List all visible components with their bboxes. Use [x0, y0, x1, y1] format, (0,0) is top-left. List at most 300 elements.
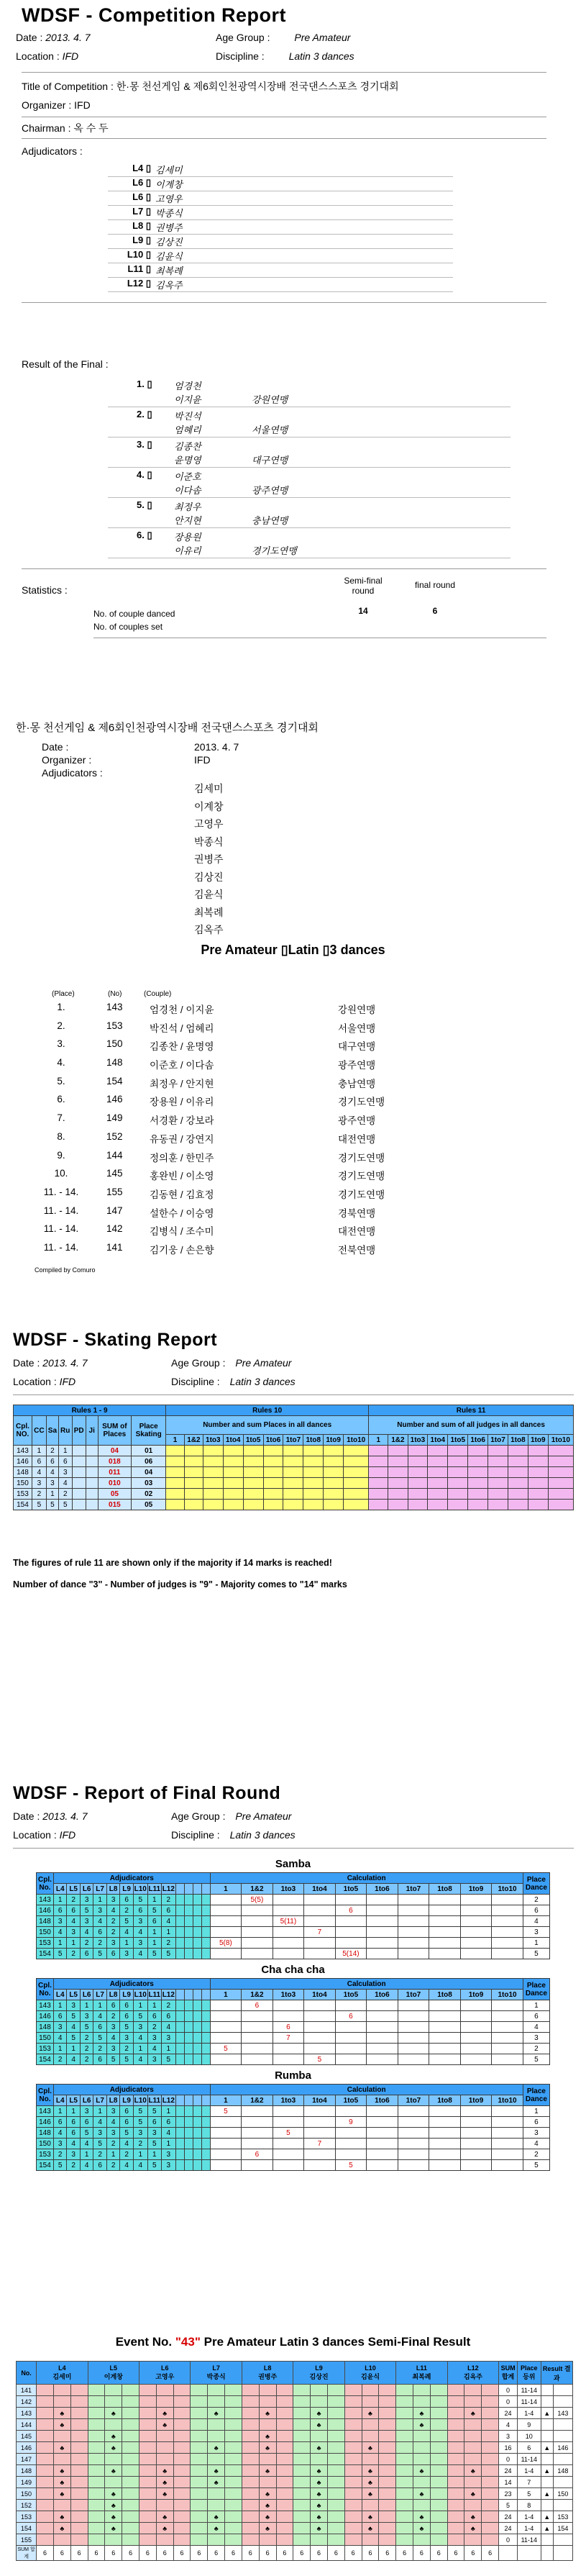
calc-cell [429, 2160, 461, 2171]
calc-cell [304, 2022, 336, 2033]
r11-calc-col: 1to10 [548, 1435, 573, 1446]
sum-cell: 0 [499, 2385, 518, 2396]
rules11-header: Rules 11 [369, 1405, 574, 1416]
judge-mark: 4 [106, 1905, 119, 1916]
judge-mark [122, 2500, 139, 2511]
r10-cell [263, 1446, 283, 1456]
row-no: 143 [106, 1002, 123, 1012]
cpl-no: 154 [37, 1949, 54, 1959]
judge-mark [122, 2396, 139, 2408]
judge-mark: ♣ [464, 2488, 482, 2500]
judge-mark [327, 2477, 344, 2488]
calc-cell: 7 [273, 2033, 304, 2044]
total-label: SUM 합계 [17, 2546, 37, 2561]
result-place: 5. ▯ [137, 499, 152, 510]
calc-cell [460, 2011, 492, 2022]
judge-mark: 3 [106, 2128, 119, 2139]
r11-cell [528, 1456, 548, 1467]
cpl-no: 153 [14, 1489, 32, 1500]
judge-mark [88, 2477, 105, 2488]
total-cell: 6 [156, 2546, 173, 2561]
semifinal-row [17, 2488, 573, 2500]
r11-cell [528, 1489, 548, 1500]
judge-mark [225, 2534, 242, 2546]
judge-mark: 1 [133, 2149, 147, 2160]
place-cell: 8 [518, 2500, 541, 2511]
judge-mark [139, 2511, 157, 2523]
blank-cell [201, 1927, 210, 1938]
result-club: 경기도연맹 [252, 545, 297, 556]
r11-calc-col: 1 [369, 1435, 388, 1446]
judge-mark: 5 [120, 2022, 133, 2033]
row-place: 5. [57, 1075, 65, 1087]
judge-mark: 1 [53, 2044, 66, 2054]
r10-calc-col: 1to9 [324, 1435, 344, 1446]
r10-cell [283, 1446, 303, 1456]
judge-mark: 6 [93, 2160, 106, 2171]
organizer-label: Organizer : [22, 99, 72, 111]
judge-mark [53, 2500, 70, 2511]
results-adjudicator: 고영우 [194, 818, 224, 830]
r10-cell [166, 1489, 185, 1500]
calc-cell: 5(11) [273, 1916, 304, 1927]
judge-mark [156, 2431, 173, 2442]
sum-cell: 24 [499, 2465, 518, 2477]
judge-mark [242, 2385, 259, 2396]
calc-cell [210, 2128, 242, 2139]
dance-subheader-row [37, 1884, 550, 1895]
judge-mark: 2 [67, 1895, 80, 1905]
advance-cell: ▲ [541, 2442, 553, 2454]
judge-mark [362, 2431, 379, 2442]
judge-mark [259, 2396, 276, 2408]
judge-mark [379, 2523, 396, 2534]
calc-cell [210, 1895, 242, 1905]
judge-mark: ♣ [259, 2431, 276, 2442]
calc-cell [492, 2000, 523, 2011]
couple-row [37, 2139, 550, 2149]
r10-cell [203, 1478, 223, 1489]
calc-cell [492, 2022, 523, 2033]
r10-cell [344, 1456, 369, 1467]
blank-col [175, 2095, 184, 2106]
advance-cell: ▲ [541, 2465, 553, 2477]
calc-cell [460, 2044, 492, 2054]
calc-cell [273, 2054, 304, 2065]
results-adjudicator: 김세미 [194, 783, 224, 794]
calc-col: 1to4 [304, 1990, 336, 2000]
discipline-line [216, 50, 354, 62]
sum-cell: 4 [499, 2419, 518, 2431]
total-cell: 6 [379, 2546, 396, 2561]
calc-col: 1to9 [460, 1990, 492, 2000]
skating-location-line [13, 1376, 75, 1387]
judge-mark [225, 2396, 242, 2408]
adjudicator-name: 권병주 [155, 222, 183, 233]
adjudicator-code: L8 ▯ [132, 220, 151, 231]
cpl-no: 150 [37, 2139, 54, 2149]
judge-mark [413, 2500, 431, 2511]
blank-col [184, 2095, 193, 2106]
judge-mark [276, 2534, 293, 2546]
judge-mark: 3 [80, 2106, 93, 2117]
judge-mark: ♣ [53, 2419, 70, 2431]
couple-row [37, 2128, 550, 2139]
results-row [0, 1168, 586, 1187]
calc-cell [429, 2054, 461, 2065]
blank-cell [184, 2106, 193, 2117]
adjudicator-code: L4 ▯ [132, 163, 151, 173]
judge-mark [259, 2477, 276, 2488]
place-dance-header: Place Dance [523, 1873, 549, 1895]
calc-cell [273, 1938, 304, 1949]
result-place: 6. ▯ [137, 530, 152, 540]
judge-mark [293, 2454, 311, 2465]
judge-mark [430, 2488, 447, 2500]
calc-col: 1 [210, 2095, 242, 2106]
judge-mark: ♣ [156, 2511, 173, 2523]
judge-mark: ♣ [105, 2488, 122, 2500]
judge-col: L11 [148, 1885, 161, 1893]
calc-cell: 6 [335, 1905, 367, 1916]
blank-cell [175, 1905, 184, 1916]
cpl-no-header: Cpl. No. [37, 1979, 54, 2000]
calc-col: 1to7 [398, 1884, 429, 1895]
judge-mark [208, 2396, 225, 2408]
judge-mark: 2 [93, 1938, 106, 1949]
place-dance-header: Place Dance [523, 2085, 549, 2106]
calc-cell [242, 1916, 273, 1927]
judge-mark: 5 [147, 1949, 161, 1959]
semifinal-row [17, 2408, 573, 2419]
calc-cell [304, 2011, 336, 2022]
couple-row [37, 2160, 550, 2171]
judge-name: 김세미 [52, 2373, 72, 2380]
r11-cell [448, 1478, 468, 1489]
adjudicator-row [108, 278, 453, 292]
judge-mark [191, 2385, 208, 2396]
result-partner: 이지윤 [174, 394, 201, 405]
result-label: Result of the Final : [22, 358, 109, 370]
judge-mark [139, 2465, 157, 2477]
judge-mark [53, 2534, 70, 2546]
result-row [108, 437, 511, 468]
judge-mark [430, 2454, 447, 2465]
calc-cell [460, 2000, 492, 2011]
judge-mark [276, 2408, 293, 2419]
place-cell: 11-14 [518, 2454, 541, 2465]
judge-name: 고영우 [155, 2373, 175, 2380]
judge-mark [156, 2385, 173, 2396]
calc-cell [429, 1949, 461, 1959]
judge-mark [122, 2385, 139, 2396]
row-place: 11. - 14. [43, 1205, 79, 1216]
judge-col: L11 [148, 1990, 161, 1999]
judge-mark [482, 2431, 499, 2442]
judge-header [242, 2362, 293, 2385]
calc-cell: 5(5) [242, 1895, 273, 1905]
adjudicators-header: Adjudicators [53, 1979, 210, 1990]
r10-cell [223, 1489, 243, 1500]
calc-cell [242, 2044, 273, 2054]
cpl-no: 148 [14, 1467, 32, 1478]
adjudicator-name: 최복례 [155, 266, 183, 276]
calc-cell [210, 2022, 242, 2033]
judge-mark [482, 2465, 499, 2477]
judge-mark: ♣ [53, 2465, 70, 2477]
result-place: 3. ▯ [137, 439, 152, 450]
calc-cell [210, 2011, 242, 2022]
judge-mark [413, 2431, 431, 2442]
calc-cell [335, 1895, 367, 1905]
judge-mark [482, 2408, 499, 2419]
judge-mark [327, 2408, 344, 2419]
judge-mark: 6 [80, 1949, 93, 1959]
result-leader: 박진석 [174, 411, 201, 422]
judge-mark [344, 2500, 362, 2511]
calc-cell [460, 2139, 492, 2149]
judge-mark [482, 2385, 499, 2396]
calc-cell: 5 [210, 2044, 242, 2054]
judge-mark: 2 [93, 2044, 106, 2054]
judge-mark [37, 2408, 54, 2419]
judge-mark: 5 [120, 2054, 133, 2065]
calc-cell [492, 2149, 523, 2160]
statistics [0, 568, 586, 662]
judge-mark: 5 [67, 2033, 80, 2044]
calc-col: 1 [210, 1884, 242, 1895]
blank-cell [175, 1938, 184, 1949]
judge-mark [70, 2419, 88, 2431]
calc-cell [210, 2160, 242, 2171]
judge-mark [156, 2534, 173, 2546]
blank-cell [201, 2000, 210, 2011]
judge-mark: ♣ [311, 2488, 328, 2500]
judge-mark [447, 2465, 464, 2477]
dance-header-row [37, 1979, 550, 1990]
judge-mark [242, 2511, 259, 2523]
result-leader: 김종찬 [174, 441, 201, 452]
blank-cell [193, 1938, 201, 1949]
judge-mark: ♣ [311, 2408, 328, 2419]
judge-mark [173, 2431, 191, 2442]
judge-mark: 3 [67, 1927, 80, 1938]
skating-row [14, 1467, 574, 1478]
blank-col [201, 1990, 210, 2000]
r11-cell [428, 1489, 448, 1500]
judge-mark [447, 2408, 464, 2419]
judge-mark [70, 2408, 88, 2419]
calc-cell [210, 1949, 242, 1959]
couple-no: 150 [17, 2488, 37, 2500]
place-dance: 6 [523, 1905, 549, 1916]
competition-value: 한·몽 천선게임 & 제6회인천광역시장배 전국댄스스포츠 경기대회 [116, 81, 399, 92]
judge-mark [37, 2477, 54, 2488]
judge-col: L8 [106, 1884, 119, 1895]
chairman-label: Chairman : [22, 122, 71, 134]
judge-mark: 4 [161, 1916, 175, 1927]
place-dance: 5 [523, 1949, 549, 1959]
discipline-label: Discipline : [216, 50, 265, 62]
total-cell: 6 [464, 2546, 482, 2561]
discipline-label: Discipline : [171, 1376, 220, 1387]
calc-cell [429, 1905, 461, 1916]
judge-mark [259, 2385, 276, 2396]
calc-cell [367, 2033, 398, 2044]
results-row [0, 1223, 586, 1242]
location-value: IFD [59, 1376, 76, 1387]
calc-cell [210, 1905, 242, 1916]
judge-mark [396, 2419, 413, 2431]
r11-cell [528, 1500, 548, 1510]
semifinal-row [17, 2534, 573, 2546]
advance-cell: ▲ [541, 2488, 553, 2500]
row-no: 149 [106, 1112, 123, 1124]
judge-mark [396, 2454, 413, 2465]
judge-mark: 5 [67, 2011, 80, 2022]
calc-col: 1to6 [367, 1884, 398, 1895]
dance-place: 3 [32, 1478, 46, 1489]
blank-cell [184, 2011, 193, 2022]
blank-cell [193, 2044, 201, 2054]
calc-cell [398, 2000, 429, 2011]
adjudicators-label: Adjudicators : [22, 145, 83, 157]
total-cell: 6 [311, 2546, 328, 2561]
r11-cell [468, 1489, 488, 1500]
calc-cell [398, 1927, 429, 1938]
calc-cell [304, 2149, 336, 2160]
judge-mark: 1 [93, 2106, 106, 2117]
calc-cell [492, 2139, 523, 2149]
results-competition: 한·몽 천선게임 & 제6회인천광역시장배 전국댄스스포츠 경기대회 [16, 722, 319, 734]
couple-no: 143 [17, 2408, 37, 2419]
result-row [108, 498, 511, 528]
r10-cell [344, 1478, 369, 1489]
competition-report [0, 0, 586, 374]
result-club: 광주연맹 [252, 485, 288, 496]
calc-cell [210, 2117, 242, 2128]
judge-mark [70, 2431, 88, 2442]
dance-name: Rumba [275, 2069, 311, 2082]
judge-mark [259, 2454, 276, 2465]
judge-mark [293, 2419, 311, 2431]
judge-mark [379, 2385, 396, 2396]
place-cell: 1-4 [518, 2511, 541, 2523]
judge-mark: ♣ [105, 2523, 122, 2534]
place-dance: 4 [523, 2139, 549, 2149]
calc-cell [367, 2106, 398, 2117]
judge-mark [362, 2534, 379, 2546]
r11-cell [388, 1489, 408, 1500]
judge-mark: 6 [106, 2000, 119, 2011]
judge-mark [173, 2488, 191, 2500]
blank-cell [193, 2106, 201, 2117]
cpl-no-header: Cpl. No. [37, 2085, 54, 2106]
r10-cell [223, 1478, 243, 1489]
row-club: 전북연맹 [338, 1244, 376, 1256]
judge-mark: 5 [147, 2139, 161, 2149]
couple-row [37, 2022, 550, 2033]
date-value: 2013. 4. 7 [42, 1810, 88, 1822]
judge-mark [173, 2534, 191, 2546]
judge-mark: 6 [67, 2117, 80, 2128]
calc-cell [398, 2117, 429, 2128]
judge-mark [482, 2477, 499, 2488]
judge-mark: 5 [133, 1895, 147, 1905]
judge-mark [139, 2442, 157, 2454]
judge-mark: 4 [93, 2011, 106, 2022]
calc-cell [429, 2106, 461, 2117]
blank-cell [175, 2117, 184, 2128]
place-dance: 2 [523, 2149, 549, 2160]
dance-sa-header: Sa [46, 1416, 58, 1446]
judge-mark [208, 2454, 225, 2465]
results-adjudicator: 김윤식 [194, 889, 224, 900]
dance-place: 5 [32, 1500, 46, 1510]
place-dance: 5 [523, 2160, 549, 2171]
judge-mark: ♣ [53, 2442, 70, 2454]
r10-calc-col: 1to8 [303, 1435, 324, 1446]
results-table [0, 1002, 586, 1261]
calc-cell [242, 2033, 273, 2044]
judge-mark [344, 2408, 362, 2419]
row-couple: 정의훈 / 한민주 [150, 1152, 214, 1164]
calc-cell [335, 2139, 367, 2149]
calc-cell: 5(8) [210, 1938, 242, 1949]
adjudicator-code: L12 ▯ [127, 278, 151, 289]
r10-cell [324, 1500, 344, 1510]
r10-cell [263, 1478, 283, 1489]
calc-cell [398, 1938, 429, 1949]
calc-cell [429, 2044, 461, 2054]
judge-mark: ♣ [53, 2488, 70, 2500]
judge-mark [396, 2465, 413, 2477]
judge-mark: 1 [133, 2044, 147, 2054]
row-no: 150 [106, 1038, 123, 1050]
calculation-header: Calculation [210, 1873, 523, 1884]
judge-mark: 6 [53, 1905, 66, 1916]
judge-mark: 5 [133, 2106, 147, 2117]
judge-mark [327, 2419, 344, 2431]
r10-cell [166, 1456, 185, 1467]
judge-header [344, 2362, 395, 2385]
judge-mark: 2 [80, 2054, 93, 2065]
calc-cell [242, 2054, 273, 2065]
judge-mark [88, 2419, 105, 2431]
stat-row-danced: No. of couple danced [93, 609, 175, 619]
judge-col: L5 [67, 1990, 80, 2000]
judge-name: 이계창 [104, 2373, 123, 2380]
dance-place: 2 [46, 1446, 58, 1456]
judge-mark [88, 2385, 105, 2396]
blank-cell [184, 2160, 193, 2171]
dance-header-row [37, 2085, 550, 2095]
place-skating: 02 [132, 1489, 166, 1500]
blank-cell [184, 2022, 193, 2033]
place-dance: 5 [523, 2054, 549, 2065]
result-club: 서울연맹 [252, 425, 288, 435]
judge-mark: 2 [133, 2139, 147, 2149]
r11-cell [448, 1489, 468, 1500]
r10-calc-col: 1to4 [223, 1435, 243, 1446]
results-date-label: Date : [42, 741, 69, 753]
calc-cell [335, 2033, 367, 2044]
place-cell: 7 [518, 2477, 541, 2488]
judge-mark [37, 2385, 54, 2396]
judge-mark: 5 [133, 2117, 147, 2128]
judge-mark [447, 2523, 464, 2534]
judge-col: L7 [93, 2095, 106, 2106]
